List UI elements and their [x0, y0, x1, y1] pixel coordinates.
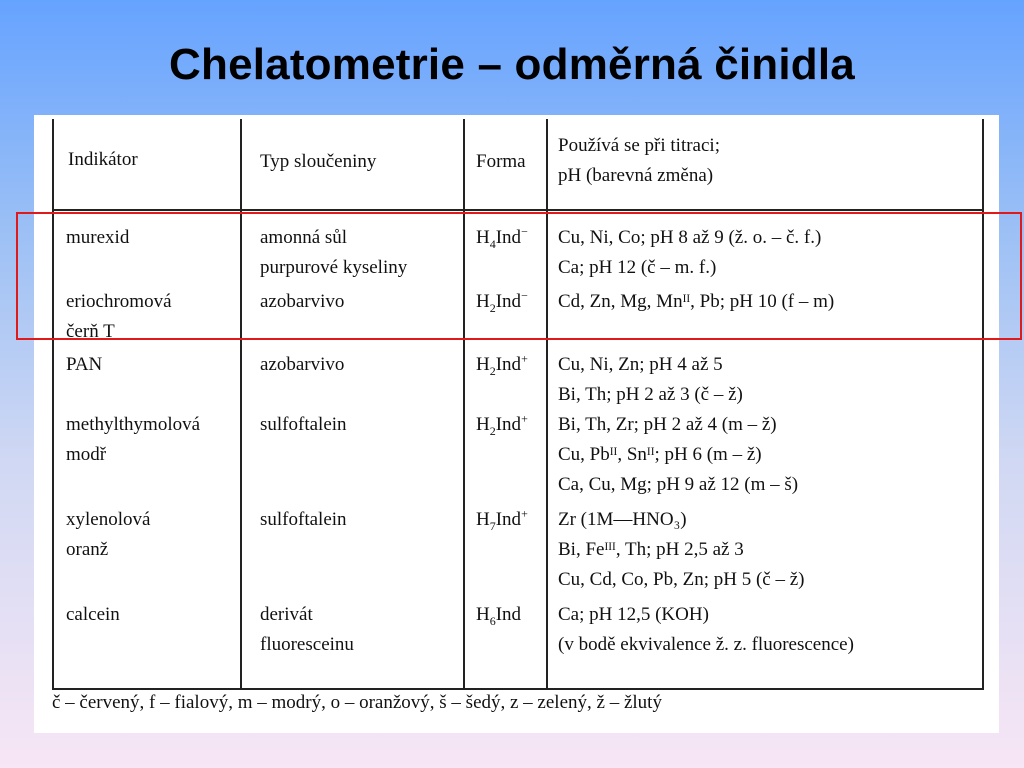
forma-rest: Ind [495, 414, 522, 435]
cell-typ-slouceniny [260, 505, 347, 535]
forma-charge: + [521, 411, 528, 426]
forma-base: H [476, 354, 490, 375]
typ-line: amonná sůl [260, 227, 348, 248]
cell-forma [476, 410, 528, 440]
pouziva-line: Bi, Feᴵᴵᴵ, Th; pH 2,5 až 3 [558, 539, 744, 560]
cell-forma [476, 505, 528, 535]
pouziva-line: Cu, Ni, Zn; pH 4 až 5 [558, 354, 723, 375]
forma-rest: Ind [495, 509, 522, 530]
column-divider-2 [463, 119, 465, 689]
header-pouziva: Používá se při titraci; pH (barevná změna) [558, 135, 720, 186]
forma-charge: − [521, 288, 528, 303]
forma-rest: Ind [495, 227, 522, 248]
pouziva-line: Cu, Pbᴵᴵ, Snᴵᴵ; pH 6 (m – ž) [558, 444, 762, 465]
indikator-line: xylenolová [66, 509, 151, 530]
indikator-line: murexid [66, 227, 130, 248]
header-bottom-rule [52, 209, 984, 211]
forma-base: H [476, 227, 490, 248]
cell-pouziva [558, 600, 854, 660]
cell-typ-slouceniny [260, 350, 344, 380]
table-border-left [52, 119, 54, 689]
header-indikator: Indikátor [68, 149, 138, 170]
forma-sub: 2 [489, 300, 496, 315]
indikator-line: calcein [66, 604, 120, 625]
cell-pouziva [558, 350, 743, 410]
column-divider-3 [546, 119, 548, 689]
cell-indikator [66, 600, 120, 630]
indikator-line: methylthymolová [66, 414, 201, 435]
typ-line: azobarvivo [260, 354, 345, 375]
forma-sub: 2 [489, 363, 496, 378]
scanned-table-image [34, 115, 999, 733]
pouziva-line: Cu, Ni, Co; pH 8 až 9 (ž. o. – č. f.) [558, 227, 822, 248]
cell-forma [476, 350, 528, 380]
cell-typ-slouceniny [260, 600, 354, 660]
forma-base: H [476, 509, 490, 530]
highlight-box [16, 212, 1022, 340]
pouziva-line: Cd, Zn, Mg, Mnᴵᴵ, Pb; pH 10 (f – m) [558, 291, 835, 312]
cell-typ-slouceniny [260, 410, 347, 440]
pouziva-line: Ca; pH 12,5 (KOH) [558, 604, 709, 625]
cell-pouziva [558, 505, 804, 595]
column-divider-1 [240, 119, 242, 689]
table-bottom-rule [52, 688, 984, 690]
forma-charge: + [521, 506, 528, 521]
slide-title: Chelatometrie – odměrná činidla [169, 40, 855, 89]
indikator-line: oranž [66, 539, 109, 560]
pouziva-line: Bi, Th; pH 2 až 3 (č – ž) [558, 384, 743, 405]
indikator-line: PAN [66, 354, 103, 375]
forma-charge: − [521, 224, 528, 239]
forma-sub: 2 [489, 423, 496, 438]
forma-charge: + [521, 351, 528, 366]
cell-pouziva [558, 410, 798, 500]
forma-base: H [476, 414, 490, 435]
indikator-line: eriochromová [66, 291, 172, 312]
forma-sub: 4 [489, 236, 496, 251]
cell-forma [476, 600, 521, 630]
forma-rest: Ind [495, 291, 522, 312]
header-typ-slouceniny: Typ sloučeniny [260, 151, 377, 172]
pouziva-line: Ca, Cu, Mg; pH 9 až 12 (m – š) [558, 474, 799, 495]
pouziva-line: Bi, Th, Zr; pH 2 až 4 (m – ž) [558, 414, 777, 435]
cell-indikator [66, 410, 200, 470]
typ-line: azobarvivo [260, 291, 345, 312]
forma-base: H [476, 291, 490, 312]
forma-rest: Ind [495, 604, 522, 625]
pouziva-line: Zr (1M—HNO₃) [558, 509, 687, 530]
table-border-right [982, 119, 984, 689]
forma-sub: 6 [489, 613, 496, 628]
indikator-line: modř [66, 444, 107, 465]
forma-base: H [476, 604, 490, 625]
typ-line: fluoresceinu [260, 634, 354, 655]
typ-line: sulfoftalein [260, 414, 347, 435]
cell-indikator [66, 505, 150, 565]
typ-line: purpurové kyseliny [260, 257, 408, 278]
header-forma: Forma [476, 151, 526, 172]
forma-rest: Ind [495, 354, 522, 375]
cell-indikator [66, 350, 102, 380]
typ-line: derivát [260, 604, 313, 625]
pouziva-line: Cu, Cd, Co, Pb, Zn; pH 5 (č – ž) [558, 569, 805, 590]
typ-line: sulfoftalein [260, 509, 347, 530]
indikator-line: čerň T [66, 321, 115, 342]
pouziva-line: Ca; pH 12 (č – m. f.) [558, 257, 717, 278]
color-abbreviation-legend: č – červený, f – fialový, m – modrý, o – oranžový, š – šedý, z – zelený, ž – žlutý [52, 692, 662, 713]
pouziva-line: (v bodě ekvivalence ž. z. fluorescence) [558, 634, 854, 655]
forma-sub: 7 [489, 518, 496, 533]
